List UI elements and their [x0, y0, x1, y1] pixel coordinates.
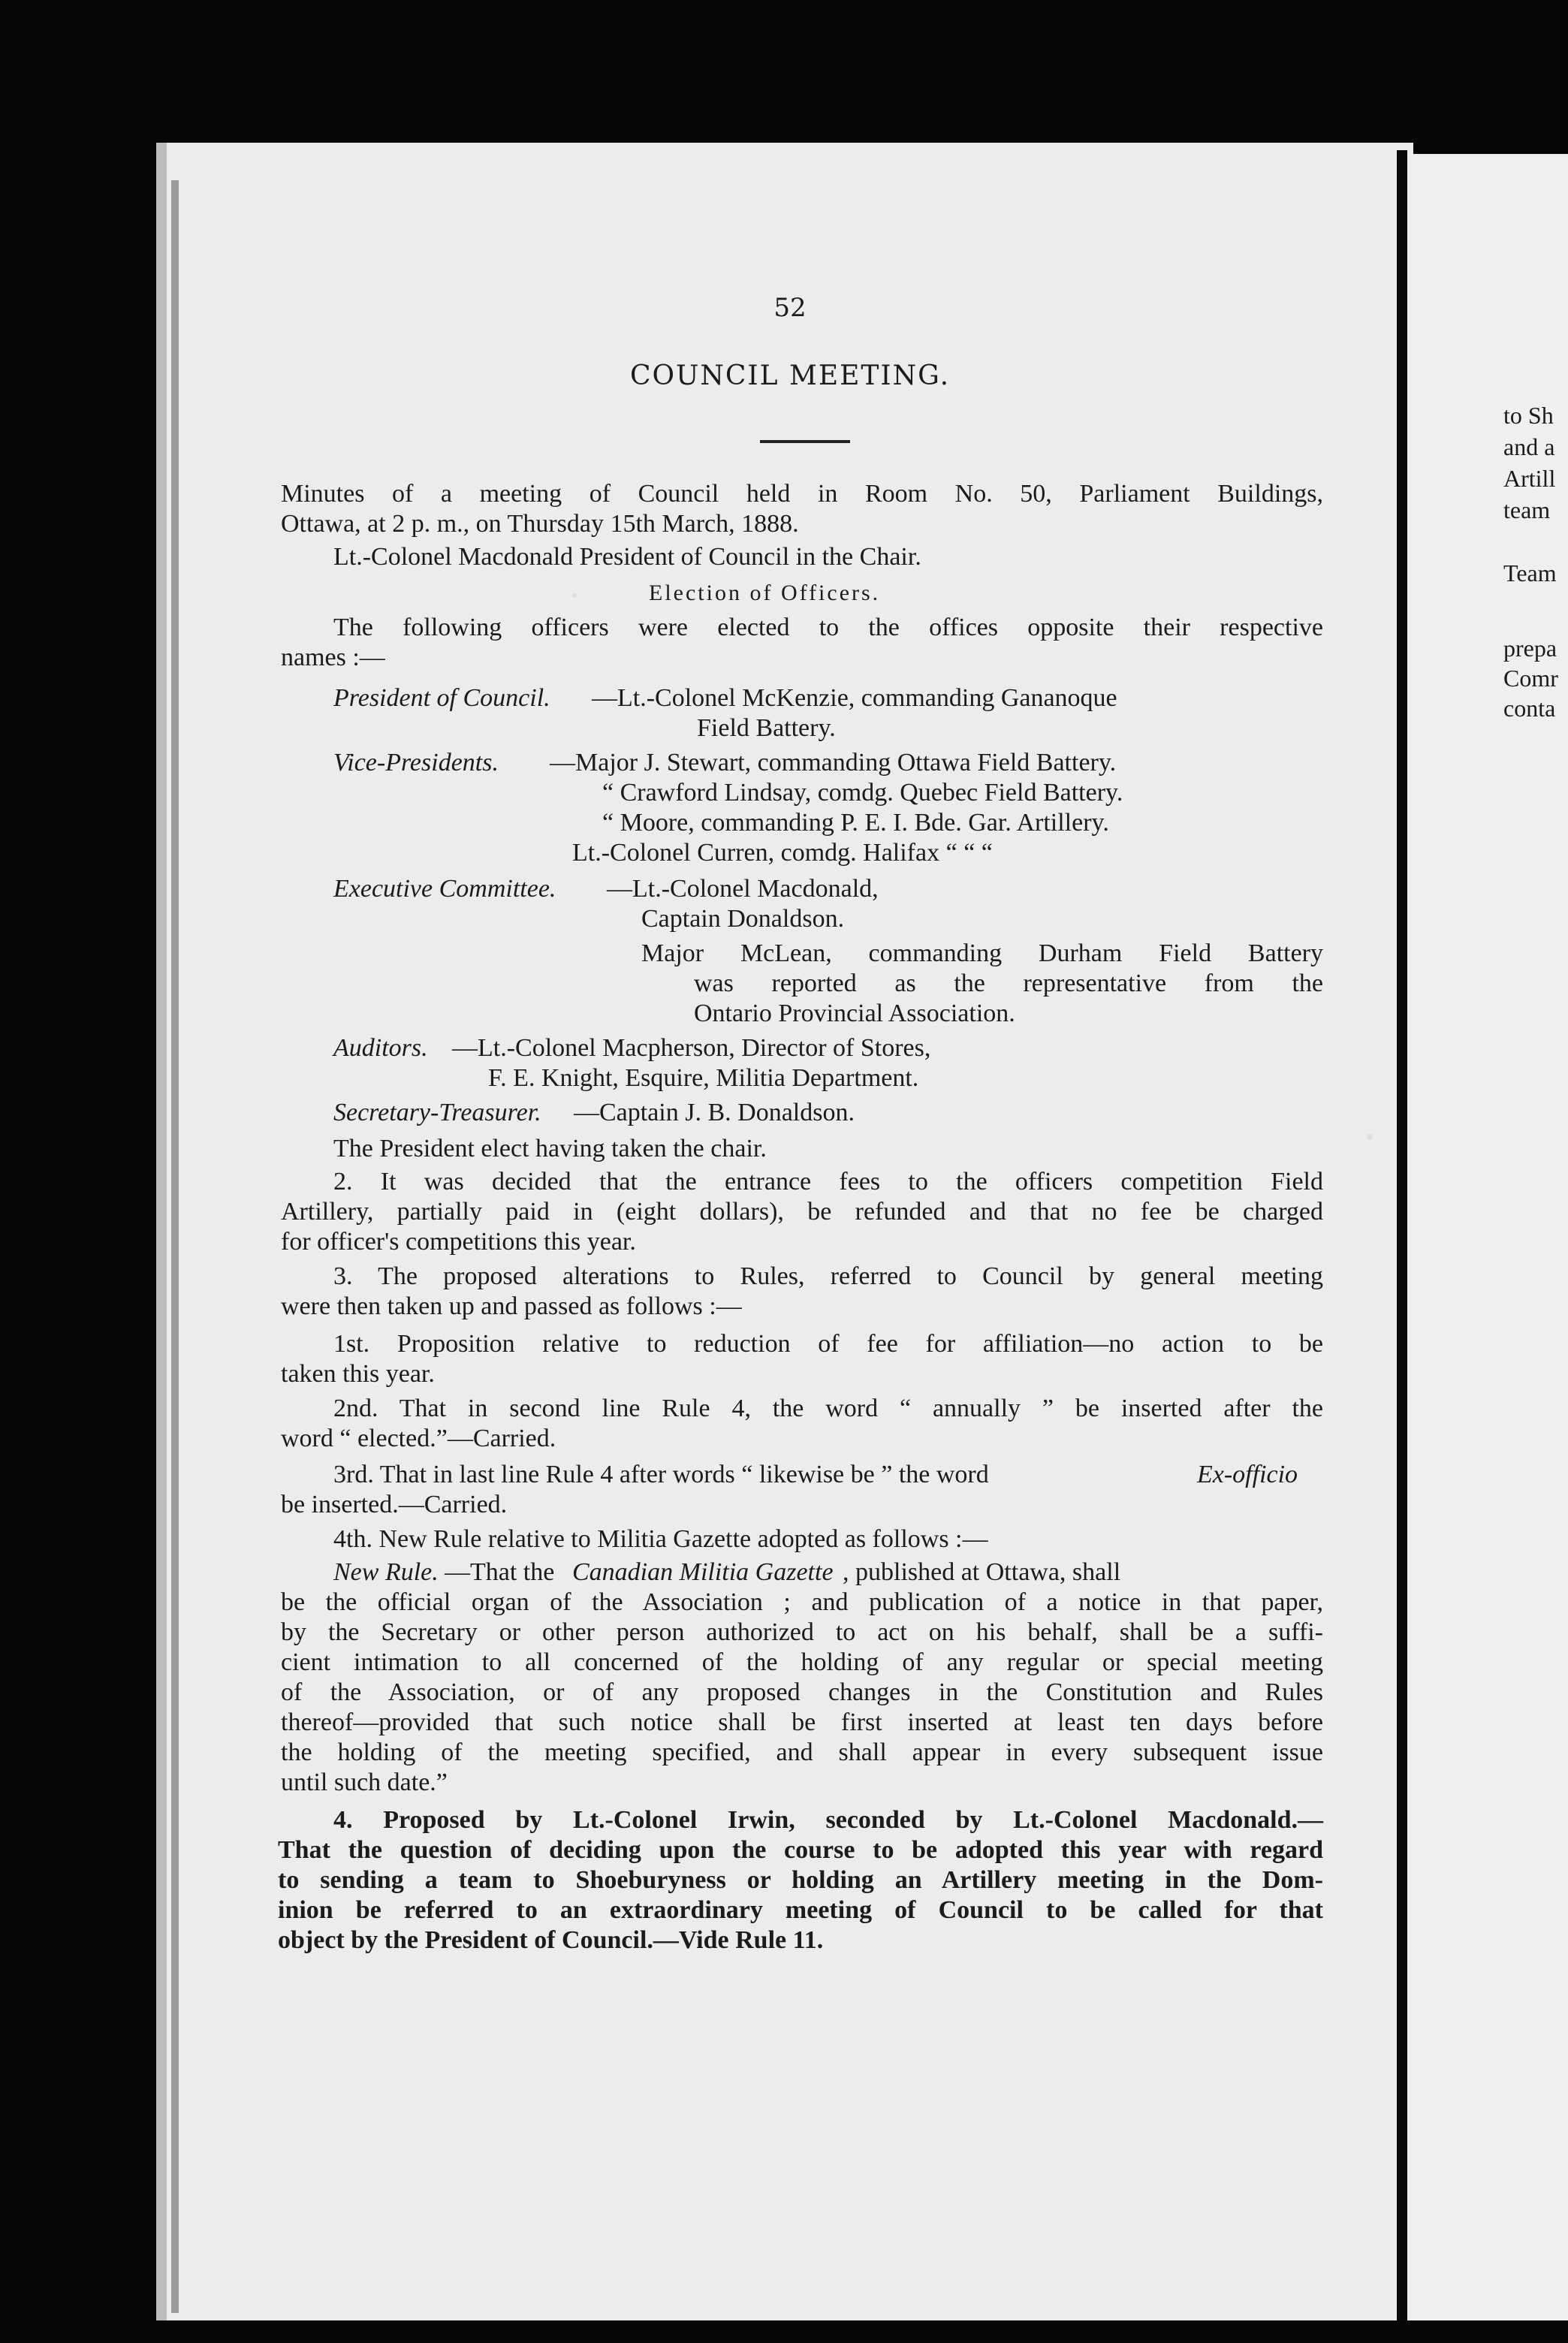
text-line: of the Association, or of any proposed changes in the Constitution and Rules [281, 1678, 1323, 1706]
text-line: by the Secretary or other person authorized to act on his behalf, shall be a suffi- [281, 1618, 1323, 1646]
paper-speck [572, 593, 577, 598]
text-line: Minutes of a meeting of Council held in Room No. 50, Parliament Buildings, [281, 480, 1323, 508]
office-label: Vice-Presidents. [333, 749, 499, 776]
page-number: 52 [773, 293, 807, 323]
text-line: word “ elected.”—Carried. [281, 1425, 556, 1452]
text-line: Ottawa, at 2 p. m., on Thursday 15th March, 1888. [281, 510, 799, 538]
text-line: , published at Ottawa, shall [843, 1558, 1121, 1586]
page-title: COUNCIL MEETING. [629, 360, 951, 391]
section-heading: Election of Officers. [649, 580, 881, 605]
text-line: That the question of deciding upon the course to be adopted this year with regard [278, 1836, 1323, 1864]
office-label: Secretary-Treasurer. [333, 1099, 541, 1126]
text-line: 2nd. That in second line Rule 4, the word “ annually ” be inserted after the [333, 1395, 1323, 1422]
text-line: “ Crawford Lindsay, comdg. Quebec Field Battery. [602, 779, 1123, 807]
office-label: Executive Committee. [333, 875, 556, 903]
office-label: Auditors. [333, 1034, 428, 1062]
text-line: 2. It was decided that the entrance fees to the officers competition Field [333, 1168, 1323, 1196]
text-line: inion be referred to an extraordinary meeting of Council to be called for that [278, 1896, 1323, 1924]
text-line: names :— [281, 644, 385, 671]
right-page [1407, 154, 1568, 2320]
text-fragment: conta [1503, 695, 1556, 722]
text-line: thereof—provided that such notice shall be first inserted at least ten days before [281, 1708, 1323, 1736]
text-line: object by the President of Council.—Vide Rule 11. [278, 1926, 824, 1954]
text-line: —That the [445, 1558, 555, 1586]
text-line: Ontario Provincial Association. [694, 1000, 1015, 1027]
text-line: to sending a team to Shoeburyness or holding an Artillery meeting in the Dom- [278, 1866, 1323, 1894]
text-line: The following officers were elected to the offices opposite their respective [333, 614, 1323, 641]
text-line: —Major J. Stewart, commanding Ottawa Field Battery. [550, 749, 1117, 776]
text-line: 3. The proposed alterations to Rules, referred to Council by general meeting [333, 1262, 1323, 1290]
text-line: taken this year. [281, 1360, 435, 1388]
text-line: be the official organ of the Association ; and publication of a notice in that paper, [281, 1588, 1323, 1616]
page-edge [171, 180, 179, 2313]
paper-speck [1367, 1134, 1373, 1140]
text-line: be inserted.—Carried. [281, 1491, 508, 1518]
text-line: 4th. New Rule relative to Militia Gazette adopted as follows :— [333, 1525, 988, 1553]
text-line: was reported as the representative from the [694, 969, 1323, 997]
text-line: F. E. Knight, Esquire, Militia Department. [488, 1064, 919, 1092]
text-fragment: Team [1503, 559, 1557, 587]
text-fragment: and a [1503, 433, 1555, 460]
text-line: —Lt.-Colonel McKenzie, commanding Gananoque [592, 684, 1117, 712]
text-fragment: to Sh [1503, 402, 1554, 429]
text-line: —Lt.-Colonel Macdonald, [607, 875, 879, 903]
text-line: Major McLean, commanding Durham Field Battery [641, 939, 1323, 967]
italic-term: Ex-officio [1197, 1461, 1298, 1488]
text-line: Lt.-Colonel Curren, comdg. Halifax “ “ “ [572, 839, 993, 867]
text-line: Artillery, partially paid in (eight dollars), be refunded and that no fee be charged [281, 1198, 1323, 1226]
text-line: The President elect having taken the chair. [333, 1135, 767, 1162]
book-gutter [1397, 150, 1407, 2320]
title-rule [760, 440, 850, 443]
text-line: were then taken up and passed as follows :— [281, 1292, 742, 1320]
text-fragment: Artill [1503, 465, 1556, 492]
text-fragment: Comr [1503, 665, 1558, 692]
publication-name: Canadian Militia Gazette [572, 1558, 834, 1586]
left-page [156, 143, 1413, 2320]
text-line: —Captain J. B. Donaldson. [574, 1099, 855, 1126]
text-fragment: team [1503, 496, 1551, 523]
text-line: “ Moore, commanding P. E. I. Bde. Gar. Artillery. [602, 809, 1109, 837]
rule-label: New Rule. [333, 1558, 439, 1586]
text-line: until such date.” [281, 1769, 448, 1796]
text-line: the holding of the meeting specified, and shall appear in every subsequent issue [281, 1738, 1323, 1766]
text-line: —Lt.-Colonel Macpherson, Director of Stores, [452, 1034, 931, 1062]
text-fragment: prepa [1503, 635, 1557, 662]
text-line: 4. Proposed by Lt.-Colonel Irwin, seconded by Lt.-Colonel Macdonald.— [333, 1806, 1323, 1834]
text-line: 3rd. That in last line Rule 4 after words “ likewise be ” the word [333, 1461, 989, 1488]
text-line: Captain Donaldson. [641, 905, 845, 933]
text-line: 1st. Proposition relative to reduction of fee for affiliation—no action to be [333, 1330, 1323, 1358]
text-line: cient intimation to all concerned of the holding of any regular or special meeting [281, 1648, 1323, 1676]
text-line: Field Battery. [697, 714, 836, 742]
text-line: Lt.-Colonel Macdonald President of Council in the Chair. [333, 543, 921, 571]
text-line: for officer's competitions this year. [281, 1228, 636, 1256]
office-label: President of Council. [333, 684, 550, 712]
